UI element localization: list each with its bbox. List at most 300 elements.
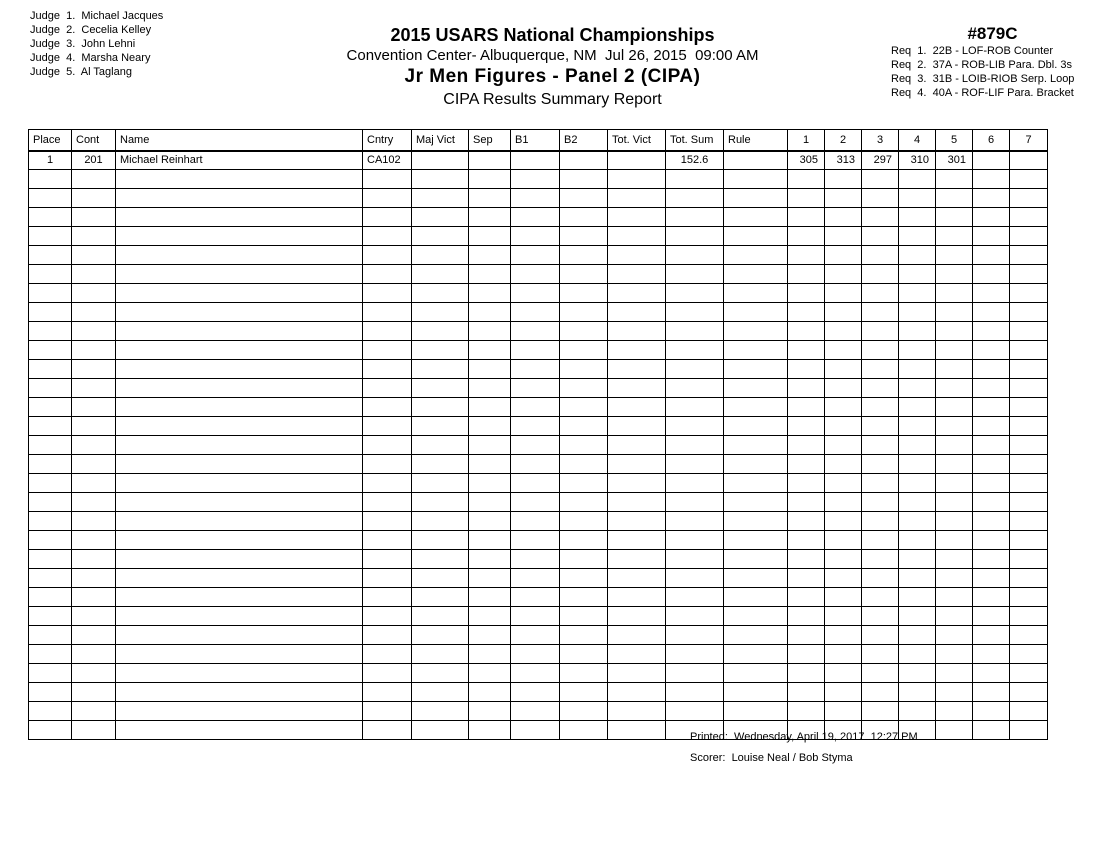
empty-cell bbox=[412, 550, 469, 569]
empty-cell bbox=[724, 170, 788, 189]
empty-cell bbox=[469, 227, 511, 246]
empty-cell bbox=[511, 303, 560, 322]
empty-cell bbox=[469, 645, 511, 664]
empty-cell bbox=[666, 588, 724, 607]
col-header-tot-sum: Tot. Sum bbox=[666, 130, 724, 151]
empty-cell bbox=[363, 436, 412, 455]
empty-cell bbox=[1010, 683, 1048, 702]
empty-cell bbox=[973, 664, 1010, 683]
empty-cell bbox=[116, 702, 363, 721]
empty-cell bbox=[899, 208, 936, 227]
empty-cell bbox=[724, 189, 788, 208]
empty-cell bbox=[511, 626, 560, 645]
empty-table-row bbox=[29, 588, 1048, 607]
empty-cell bbox=[72, 512, 116, 531]
requirements-list bbox=[891, 44, 1074, 100]
empty-cell bbox=[560, 512, 608, 531]
empty-cell bbox=[608, 474, 666, 493]
empty-cell bbox=[825, 607, 862, 626]
empty-cell bbox=[936, 227, 973, 246]
empty-cell bbox=[825, 417, 862, 436]
empty-cell bbox=[511, 455, 560, 474]
empty-cell bbox=[862, 322, 899, 341]
empty-cell bbox=[724, 626, 788, 645]
empty-cell bbox=[469, 398, 511, 417]
empty-cell bbox=[666, 455, 724, 474]
empty-cell bbox=[973, 170, 1010, 189]
empty-cell bbox=[511, 284, 560, 303]
empty-cell bbox=[899, 379, 936, 398]
empty-cell bbox=[412, 189, 469, 208]
empty-cell bbox=[608, 550, 666, 569]
empty-cell bbox=[72, 322, 116, 341]
empty-cell bbox=[899, 436, 936, 455]
empty-table-row bbox=[29, 379, 1048, 398]
empty-cell bbox=[973, 493, 1010, 512]
empty-cell bbox=[788, 455, 825, 474]
empty-cell bbox=[936, 702, 973, 721]
empty-cell bbox=[1010, 246, 1048, 265]
empty-table-row bbox=[29, 417, 1048, 436]
empty-cell bbox=[1010, 455, 1048, 474]
empty-cell bbox=[560, 474, 608, 493]
empty-cell bbox=[973, 246, 1010, 265]
empty-cell bbox=[412, 512, 469, 531]
empty-cell bbox=[666, 569, 724, 588]
empty-cell bbox=[72, 455, 116, 474]
empty-cell bbox=[560, 702, 608, 721]
empty-cell bbox=[469, 303, 511, 322]
empty-cell bbox=[412, 626, 469, 645]
event-id: #879C bbox=[967, 24, 1018, 43]
empty-cell bbox=[862, 341, 899, 360]
empty-cell bbox=[862, 246, 899, 265]
empty-cell bbox=[973, 265, 1010, 284]
empty-cell bbox=[116, 341, 363, 360]
empty-cell bbox=[825, 531, 862, 550]
empty-cell bbox=[511, 398, 560, 417]
empty-cell bbox=[788, 588, 825, 607]
empty-cell bbox=[116, 360, 363, 379]
empty-cell bbox=[412, 265, 469, 284]
empty-cell bbox=[511, 208, 560, 227]
empty-cell bbox=[1010, 189, 1048, 208]
empty-cell bbox=[666, 550, 724, 569]
empty-cell bbox=[724, 702, 788, 721]
empty-cell bbox=[560, 265, 608, 284]
empty-cell bbox=[608, 246, 666, 265]
empty-cell bbox=[469, 569, 511, 588]
empty-cell bbox=[936, 512, 973, 531]
empty-cell bbox=[412, 607, 469, 626]
empty-cell bbox=[666, 664, 724, 683]
empty-cell bbox=[608, 322, 666, 341]
empty-cell bbox=[936, 265, 973, 284]
empty-cell bbox=[412, 588, 469, 607]
empty-table-row bbox=[29, 569, 1048, 588]
empty-cell bbox=[29, 322, 72, 341]
empty-cell bbox=[412, 721, 469, 740]
empty-cell bbox=[560, 664, 608, 683]
empty-table-row bbox=[29, 227, 1048, 246]
empty-cell bbox=[469, 379, 511, 398]
empty-cell bbox=[608, 588, 666, 607]
empty-cell bbox=[29, 474, 72, 493]
empty-cell bbox=[899, 455, 936, 474]
empty-cell bbox=[363, 626, 412, 645]
empty-cell bbox=[72, 360, 116, 379]
empty-cell bbox=[862, 588, 899, 607]
empty-cell bbox=[724, 607, 788, 626]
empty-table-row bbox=[29, 322, 1048, 341]
empty-cell bbox=[511, 607, 560, 626]
empty-cell bbox=[825, 550, 862, 569]
empty-cell bbox=[936, 322, 973, 341]
empty-cell bbox=[412, 531, 469, 550]
empty-table-row bbox=[29, 170, 1048, 189]
empty-cell bbox=[666, 189, 724, 208]
empty-cell bbox=[469, 493, 511, 512]
empty-cell bbox=[862, 664, 899, 683]
empty-cell bbox=[899, 322, 936, 341]
empty-cell bbox=[724, 227, 788, 246]
empty-cell bbox=[973, 683, 1010, 702]
empty-cell bbox=[724, 303, 788, 322]
empty-table-row bbox=[29, 398, 1048, 417]
empty-cell bbox=[862, 626, 899, 645]
empty-cell bbox=[72, 626, 116, 645]
empty-cell bbox=[29, 246, 72, 265]
empty-cell bbox=[788, 265, 825, 284]
empty-cell bbox=[511, 569, 560, 588]
empty-cell bbox=[116, 170, 363, 189]
empty-cell bbox=[862, 360, 899, 379]
empty-cell bbox=[608, 702, 666, 721]
empty-cell bbox=[862, 265, 899, 284]
empty-cell bbox=[936, 588, 973, 607]
empty-table-row bbox=[29, 664, 1048, 683]
empty-cell bbox=[511, 702, 560, 721]
empty-cell bbox=[72, 588, 116, 607]
empty-cell bbox=[862, 303, 899, 322]
empty-cell bbox=[666, 303, 724, 322]
empty-cell bbox=[469, 607, 511, 626]
empty-cell bbox=[788, 170, 825, 189]
empty-table-row bbox=[29, 455, 1048, 474]
empty-cell bbox=[1010, 170, 1048, 189]
empty-cell bbox=[1010, 626, 1048, 645]
printed-timestamp: Printed: Wednesday, April 19, 2017 12:27 PM bbox=[690, 731, 918, 743]
empty-cell bbox=[973, 284, 1010, 303]
empty-cell bbox=[72, 550, 116, 569]
empty-cell bbox=[511, 588, 560, 607]
empty-cell bbox=[899, 645, 936, 664]
empty-cell bbox=[363, 588, 412, 607]
empty-cell bbox=[511, 341, 560, 360]
report-footer bbox=[690, 727, 918, 769]
empty-cell bbox=[511, 170, 560, 189]
empty-cell bbox=[1010, 550, 1048, 569]
empty-cell bbox=[560, 721, 608, 740]
empty-table-row bbox=[29, 208, 1048, 227]
empty-cell bbox=[862, 512, 899, 531]
empty-cell bbox=[899, 170, 936, 189]
empty-cell bbox=[72, 379, 116, 398]
empty-cell bbox=[862, 531, 899, 550]
empty-cell bbox=[116, 189, 363, 208]
empty-cell bbox=[936, 189, 973, 208]
empty-cell bbox=[412, 436, 469, 455]
empty-cell bbox=[412, 322, 469, 341]
table-header-row bbox=[29, 130, 1048, 151]
empty-cell bbox=[511, 360, 560, 379]
empty-cell bbox=[825, 284, 862, 303]
empty-cell bbox=[560, 208, 608, 227]
col-header-name: Name bbox=[116, 130, 363, 151]
empty-cell bbox=[666, 607, 724, 626]
results-table bbox=[28, 129, 1048, 740]
empty-cell bbox=[724, 265, 788, 284]
col-header-tot-vict: Tot. Vict bbox=[608, 130, 666, 151]
empty-cell bbox=[899, 626, 936, 645]
empty-cell bbox=[936, 379, 973, 398]
empty-cell bbox=[363, 683, 412, 702]
empty-cell bbox=[973, 512, 1010, 531]
empty-cell bbox=[116, 607, 363, 626]
cell-cont: 201 bbox=[72, 151, 116, 170]
empty-table-row bbox=[29, 360, 1048, 379]
empty-cell bbox=[973, 398, 1010, 417]
empty-cell bbox=[825, 379, 862, 398]
empty-cell bbox=[724, 208, 788, 227]
empty-cell bbox=[724, 341, 788, 360]
empty-cell bbox=[560, 322, 608, 341]
empty-cell bbox=[511, 417, 560, 436]
empty-cell bbox=[560, 550, 608, 569]
empty-cell bbox=[29, 303, 72, 322]
empty-cell bbox=[469, 417, 511, 436]
empty-cell bbox=[116, 569, 363, 588]
empty-cell bbox=[936, 607, 973, 626]
empty-cell bbox=[72, 493, 116, 512]
empty-cell bbox=[469, 474, 511, 493]
empty-cell bbox=[608, 189, 666, 208]
empty-cell bbox=[788, 398, 825, 417]
empty-cell bbox=[116, 436, 363, 455]
col-header-sep: Sep bbox=[469, 130, 511, 151]
empty-cell bbox=[936, 626, 973, 645]
empty-cell bbox=[899, 246, 936, 265]
empty-cell bbox=[412, 702, 469, 721]
report-title: CIPA Results Summary Report bbox=[443, 91, 662, 108]
empty-cell bbox=[973, 455, 1010, 474]
empty-cell bbox=[72, 721, 116, 740]
empty-cell bbox=[363, 474, 412, 493]
cell-judge-6 bbox=[973, 151, 1010, 170]
empty-cell bbox=[608, 721, 666, 740]
cell-sep bbox=[469, 151, 511, 170]
empty-cell bbox=[724, 417, 788, 436]
empty-cell bbox=[412, 398, 469, 417]
empty-cell bbox=[724, 645, 788, 664]
empty-cell bbox=[363, 664, 412, 683]
empty-cell bbox=[511, 246, 560, 265]
empty-cell bbox=[29, 208, 72, 227]
empty-cell bbox=[724, 398, 788, 417]
empty-table-row bbox=[29, 512, 1048, 531]
empty-cell bbox=[72, 645, 116, 664]
empty-cell bbox=[825, 265, 862, 284]
empty-cell bbox=[825, 493, 862, 512]
empty-cell bbox=[666, 436, 724, 455]
empty-cell bbox=[29, 702, 72, 721]
empty-cell bbox=[899, 398, 936, 417]
empty-cell bbox=[788, 683, 825, 702]
empty-cell bbox=[116, 664, 363, 683]
empty-cell bbox=[973, 721, 1010, 740]
empty-cell bbox=[511, 664, 560, 683]
cell-tot-vict bbox=[608, 151, 666, 170]
empty-cell bbox=[825, 683, 862, 702]
empty-cell bbox=[608, 664, 666, 683]
empty-cell bbox=[608, 417, 666, 436]
empty-cell bbox=[862, 683, 899, 702]
empty-cell bbox=[862, 474, 899, 493]
empty-cell bbox=[72, 284, 116, 303]
cell-judge-1: 305 bbox=[788, 151, 825, 170]
empty-cell bbox=[1010, 208, 1048, 227]
event-location-date: Convention Center- Albuquerque, NM Jul 26, 2015 09:00 AM bbox=[346, 47, 759, 64]
empty-cell bbox=[608, 341, 666, 360]
empty-cell bbox=[29, 664, 72, 683]
empty-cell bbox=[469, 512, 511, 531]
empty-cell bbox=[724, 588, 788, 607]
empty-cell bbox=[899, 588, 936, 607]
empty-cell bbox=[560, 170, 608, 189]
requirement-2: Req 2. 37A - ROB-LIB Para. Dbl. 3s bbox=[891, 59, 1072, 71]
empty-cell bbox=[116, 246, 363, 265]
empty-cell bbox=[29, 550, 72, 569]
empty-cell bbox=[29, 626, 72, 645]
empty-cell bbox=[560, 417, 608, 436]
empty-cell bbox=[788, 702, 825, 721]
empty-cell bbox=[973, 702, 1010, 721]
empty-cell bbox=[511, 512, 560, 531]
empty-cell bbox=[363, 702, 412, 721]
table-row bbox=[29, 151, 1048, 170]
empty-cell bbox=[899, 683, 936, 702]
empty-cell bbox=[724, 360, 788, 379]
empty-cell bbox=[560, 189, 608, 208]
empty-cell bbox=[469, 341, 511, 360]
empty-cell bbox=[608, 493, 666, 512]
empty-table-row bbox=[29, 265, 1048, 284]
empty-cell bbox=[936, 341, 973, 360]
col-header-judge-2: 2 bbox=[825, 130, 862, 151]
empty-cell bbox=[936, 664, 973, 683]
empty-cell bbox=[1010, 588, 1048, 607]
empty-table-row bbox=[29, 493, 1048, 512]
empty-cell bbox=[936, 417, 973, 436]
empty-cell bbox=[72, 227, 116, 246]
scorer-names: Scorer: Louise Neal / Bob Styma bbox=[690, 752, 853, 764]
empty-cell bbox=[116, 227, 363, 246]
empty-cell bbox=[72, 474, 116, 493]
empty-cell bbox=[29, 360, 72, 379]
empty-cell bbox=[666, 474, 724, 493]
empty-cell bbox=[899, 493, 936, 512]
cell-name: Michael Reinhart bbox=[116, 151, 363, 170]
col-header-cont: Cont bbox=[72, 130, 116, 151]
empty-cell bbox=[72, 189, 116, 208]
empty-cell bbox=[469, 550, 511, 569]
empty-cell bbox=[560, 284, 608, 303]
empty-cell bbox=[511, 379, 560, 398]
empty-cell bbox=[973, 227, 1010, 246]
empty-cell bbox=[825, 341, 862, 360]
empty-cell bbox=[469, 626, 511, 645]
empty-cell bbox=[936, 303, 973, 322]
empty-cell bbox=[469, 284, 511, 303]
empty-cell bbox=[899, 569, 936, 588]
empty-cell bbox=[862, 702, 899, 721]
empty-cell bbox=[72, 417, 116, 436]
empty-cell bbox=[1010, 265, 1048, 284]
empty-cell bbox=[412, 341, 469, 360]
empty-cell bbox=[724, 379, 788, 398]
empty-table-row bbox=[29, 284, 1048, 303]
empty-cell bbox=[412, 379, 469, 398]
empty-cell bbox=[666, 246, 724, 265]
empty-cell bbox=[666, 208, 724, 227]
empty-table-row bbox=[29, 436, 1048, 455]
empty-cell bbox=[973, 531, 1010, 550]
empty-cell bbox=[788, 474, 825, 493]
empty-cell bbox=[511, 474, 560, 493]
empty-cell bbox=[825, 189, 862, 208]
empty-cell bbox=[29, 721, 72, 740]
empty-cell bbox=[825, 246, 862, 265]
empty-cell bbox=[899, 265, 936, 284]
empty-cell bbox=[608, 569, 666, 588]
empty-cell bbox=[825, 588, 862, 607]
cell-judge-4: 310 bbox=[899, 151, 936, 170]
empty-cell bbox=[560, 360, 608, 379]
empty-cell bbox=[724, 246, 788, 265]
empty-cell bbox=[363, 455, 412, 474]
col-header-judge-3: 3 bbox=[862, 130, 899, 151]
empty-cell bbox=[469, 664, 511, 683]
empty-cell bbox=[29, 645, 72, 664]
empty-cell bbox=[936, 398, 973, 417]
empty-cell bbox=[973, 569, 1010, 588]
empty-cell bbox=[363, 208, 412, 227]
empty-cell bbox=[412, 360, 469, 379]
empty-cell bbox=[116, 626, 363, 645]
empty-cell bbox=[862, 569, 899, 588]
empty-cell bbox=[973, 208, 1010, 227]
empty-table-row bbox=[29, 550, 1048, 569]
empty-cell bbox=[511, 189, 560, 208]
empty-cell bbox=[29, 455, 72, 474]
event-title: 2015 USARS National Championships bbox=[390, 25, 715, 45]
col-header-judge-6: 6 bbox=[973, 130, 1010, 151]
empty-cell bbox=[412, 246, 469, 265]
empty-cell bbox=[412, 170, 469, 189]
empty-cell bbox=[825, 626, 862, 645]
empty-cell bbox=[560, 398, 608, 417]
empty-cell bbox=[825, 474, 862, 493]
